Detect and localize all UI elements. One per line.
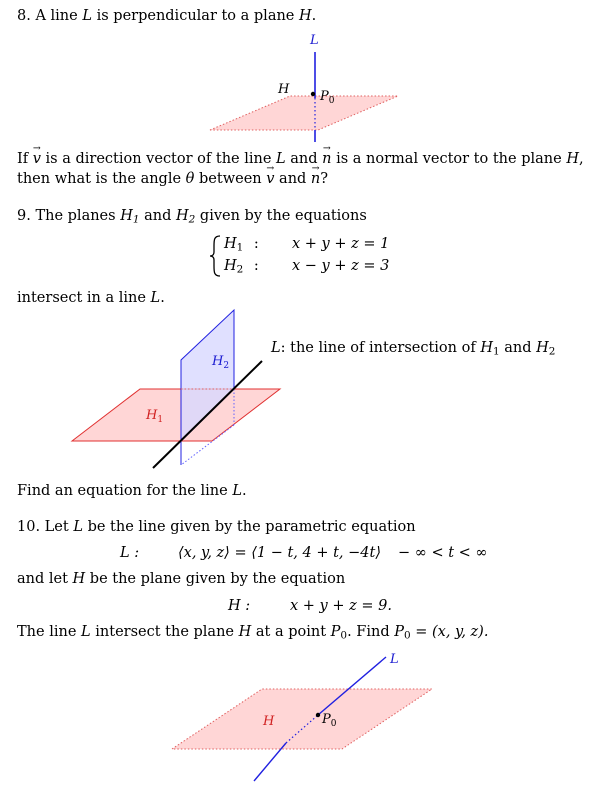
vector-v: → v — [266, 170, 274, 190]
problem-8-text-mid: is perpendicular to a plane — [96, 8, 295, 24]
q-text: and — [279, 170, 307, 187]
label-P0-figure8: $P_0$ — [320, 89, 335, 106]
var-L: L — [82, 8, 92, 24]
q-text: between — [199, 170, 262, 187]
var-theta: θ — [185, 170, 195, 187]
vector-n: → n — [322, 150, 331, 170]
var-H: H — [299, 8, 312, 24]
figure-9 — [0, 305, 600, 475]
problem-8-statement — [17, 8, 316, 25]
problem-8-question — [17, 150, 592, 189]
p9-text: given by the equations — [199, 208, 367, 224]
label-L-figure8: L — [310, 33, 319, 48]
plane-h1 — [72, 389, 280, 441]
period: . — [311, 8, 317, 24]
plane-equation: x + y + z = 9. — [290, 598, 392, 614]
p9-text: and — [144, 208, 172, 224]
label-L-figure10: L — [390, 652, 399, 667]
figure-10 — [0, 645, 600, 785]
var-H2: $H_2$ — [176, 208, 196, 226]
label-H-figure8: H — [278, 82, 290, 97]
q-text: and — [290, 151, 318, 167]
problem-10-plane-intro: and let H be the plane given by the equation — [17, 571, 346, 587]
q-text: is a normal vector to the plane — [336, 151, 562, 167]
equation-h1-rhs: x + y + z = 1 — [292, 236, 390, 252]
equation-h2-rhs: x − y + z = 3 — [292, 258, 390, 274]
problem-9-find: Find an equation for the line L. — [17, 483, 247, 499]
problem-9-intersect: intersect in a line L. — [17, 290, 165, 306]
parametric-equation: ⟨x, y, z⟩ = ⟨1 − t, 4 + t, −4t⟩ — [178, 545, 381, 561]
parametric-lhs: L : — [120, 545, 140, 561]
q-text: ? — [320, 170, 329, 187]
point-p0-figure10 — [316, 713, 320, 717]
var-L: L — [276, 151, 286, 167]
p9-text: The planes — [35, 208, 116, 224]
plane-h-figure10 — [172, 689, 432, 749]
q-text: If — [17, 151, 29, 167]
parameter-range: − ∞ < t < ∞ — [398, 545, 488, 561]
equation-h2: $H_2$ : — [224, 258, 259, 276]
problem-8-text: A line — [35, 8, 78, 24]
q-text: is a direction vector of the line — [45, 151, 272, 167]
problem-8-number: 8. — [17, 8, 31, 24]
problem-10-number: 10. — [17, 519, 41, 535]
equation-h1: $H_1$ : — [224, 236, 259, 254]
q-text: , then what is the angle — [17, 151, 584, 187]
label-h1: $H_1$ — [146, 408, 164, 425]
plane-lhs: H : — [228, 598, 251, 614]
label-P0-figure10: $P_0$ — [322, 712, 337, 729]
vector-v: → v — [33, 150, 41, 170]
figure-9-caption: L: the line of intersection of $H_1$ and $H_2$ — [271, 340, 556, 358]
vector-n: → n — [311, 170, 320, 190]
point-p0-figure8 — [311, 92, 315, 96]
plane-h-figure8 — [210, 96, 398, 130]
var-H: H — [566, 151, 579, 167]
label-h2: $H_2$ — [212, 354, 230, 371]
var-H1: $H_1$ — [120, 208, 140, 226]
problem-9-number: 9. — [17, 208, 31, 224]
problem-9-statement — [17, 208, 367, 225]
problem-10-question: The line L intersect the plane H at a point $P_0$. Find $P_0 = (x$, y, z). — [17, 624, 489, 642]
problem-10-statement: 10. Let L be the line given by the parametric equation — [17, 519, 416, 535]
label-H-figure10: H — [263, 714, 275, 729]
